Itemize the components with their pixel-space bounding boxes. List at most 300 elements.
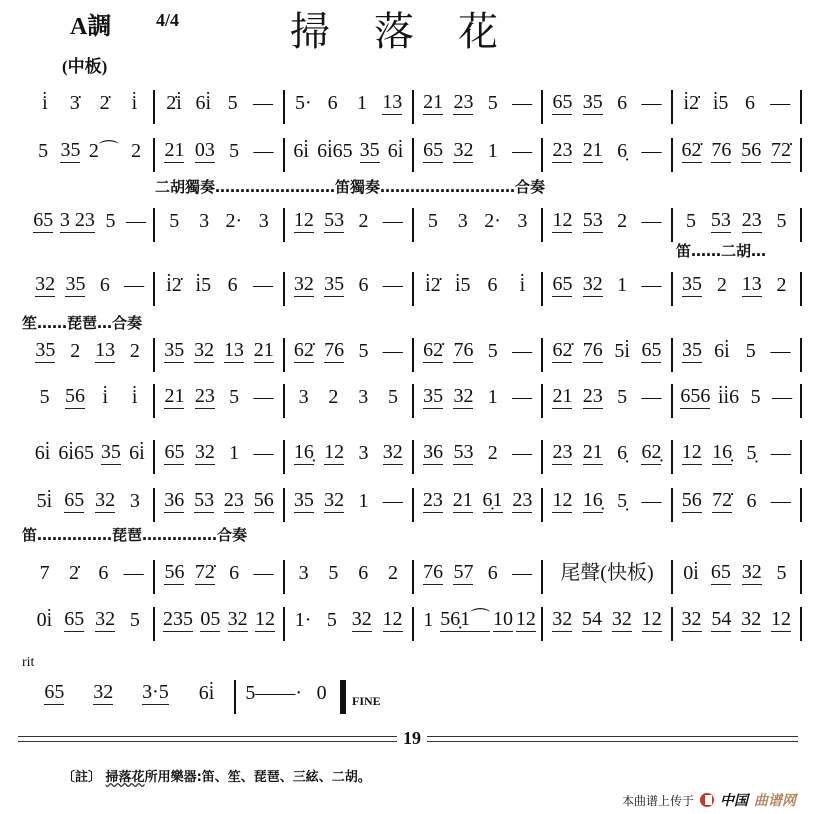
note-beat: 2	[328, 386, 339, 408]
measure	[414, 272, 543, 306]
note-beat: 65	[710, 561, 731, 583]
note-beat: 56	[64, 385, 85, 407]
measure	[285, 440, 414, 474]
measure	[673, 560, 802, 594]
note-beat: 23	[552, 441, 573, 463]
note-beat: 6	[746, 490, 757, 512]
erhu-solo-label: 二胡獨奏……………………	[155, 178, 336, 196]
note-beat: 35	[60, 139, 81, 161]
note-beat: 12	[254, 608, 275, 630]
note-beat: 2	[131, 140, 142, 162]
note-beat: 2̇	[68, 562, 79, 584]
note-beat: 56	[164, 561, 185, 583]
note-beat: 21	[423, 91, 444, 113]
note-beat: 5	[129, 609, 140, 631]
notation-row	[26, 680, 802, 714]
measure	[673, 488, 802, 522]
measure	[673, 138, 802, 172]
note-beat: 62̇	[293, 339, 314, 361]
note-beat: 65	[33, 209, 54, 231]
measure	[155, 488, 284, 522]
note-beat: 21	[164, 385, 185, 407]
note-beat: 6	[487, 562, 498, 584]
note-beat: —	[641, 140, 662, 162]
note-beat: 5	[745, 340, 756, 362]
measure	[673, 338, 802, 372]
note-beat: 3	[358, 442, 369, 464]
measure	[155, 607, 284, 641]
note-beat: 35	[582, 91, 603, 113]
note-beat: 3 23	[59, 209, 95, 231]
note-beat: 5	[105, 210, 116, 232]
note-beat: i̇	[42, 92, 48, 114]
note-beat: —	[252, 274, 273, 296]
note-beat: 65	[641, 339, 662, 361]
note-beat: —	[641, 386, 662, 408]
note-beat: 36	[164, 489, 185, 511]
measure	[543, 338, 672, 372]
note-beat: 62̇	[423, 339, 444, 361]
notation-row	[26, 338, 802, 372]
note-beat: 13	[223, 339, 244, 361]
note-beat: 32	[95, 608, 116, 630]
note-beat: 23	[194, 385, 215, 407]
note-beat: i̇	[519, 274, 526, 296]
note-beat: i̇2̇	[683, 92, 700, 114]
note-beat: 3	[199, 210, 210, 232]
note-beat: i̇	[102, 386, 109, 408]
note-beat: 5	[750, 386, 761, 408]
note-beat: —	[770, 490, 791, 512]
measure	[285, 272, 414, 306]
note-beat: —	[512, 386, 533, 408]
measure	[673, 440, 802, 474]
tempo-marking: (中板)	[62, 57, 108, 76]
note-beat: 56	[741, 139, 762, 161]
footnote-body: 所用樂器:笛、笙、琵琶、三絃、二胡。	[144, 770, 371, 785]
notation-row	[26, 440, 802, 474]
note-beat: 32	[227, 608, 248, 630]
note-beat: 3·5	[142, 681, 169, 703]
note-beat: 72̇	[712, 489, 733, 511]
note-beat: 尾聲(快板)	[560, 562, 654, 584]
note-beat: 35	[65, 273, 86, 295]
note-beat: 23	[582, 385, 603, 407]
note-beat: 54	[582, 608, 603, 630]
note-beat: 5	[229, 386, 240, 408]
note-beat: 2	[70, 340, 81, 362]
instrument-label-row5: 笙……琵琶…合奏	[22, 314, 143, 332]
note-beat: 21	[164, 139, 185, 161]
note-beat: 5	[38, 140, 49, 162]
measure	[673, 90, 802, 124]
note-beat: —	[770, 92, 791, 114]
note-beat: 12	[681, 441, 702, 463]
note-beat: 72̇	[771, 139, 792, 161]
note-beat: 56	[253, 489, 274, 511]
page-number: 19	[397, 728, 427, 749]
note-beat: 72̇	[194, 561, 215, 583]
note-beat: 32	[35, 273, 56, 295]
note-beat: 1	[487, 140, 498, 162]
measure	[285, 138, 414, 172]
measure	[155, 208, 284, 242]
note-beat: 32	[351, 608, 372, 630]
note-beat: 6i̇	[198, 682, 215, 704]
note-beat: 6i̇	[129, 442, 145, 464]
footnote-title: 掃落花	[105, 770, 145, 785]
note-beat: 1	[229, 442, 240, 464]
note-beat: 0	[316, 682, 327, 704]
note-beat: —	[512, 562, 533, 584]
note-beat: 32	[681, 608, 702, 630]
measure	[543, 440, 672, 474]
measure	[414, 208, 543, 242]
note-beat: 32	[611, 608, 632, 630]
measure	[414, 138, 543, 172]
note-beat: 2̇i̇	[166, 92, 182, 114]
note-beat: 12	[324, 441, 345, 463]
note-beat: 35	[324, 273, 345, 295]
fine-marking: FINE	[352, 694, 381, 708]
note-beat: 12	[641, 608, 662, 630]
note-beat: —	[512, 92, 533, 114]
note-beat: 6i̇	[34, 442, 51, 464]
note-beat: 32	[741, 561, 762, 583]
note-beat: —	[123, 562, 144, 584]
note-beat: 5i̇	[614, 340, 630, 362]
note-beat: 12	[771, 608, 792, 630]
note-beat: 6i̇	[714, 340, 730, 362]
note-beat: 3	[129, 490, 140, 512]
note-beat: 23	[453, 91, 474, 113]
note-beat: 12	[382, 608, 403, 630]
note-beat: i̇5	[712, 92, 729, 114]
measure	[26, 384, 155, 418]
note-beat: 1·	[294, 609, 312, 631]
note-beat: 1	[487, 386, 498, 408]
measure	[155, 384, 284, 418]
note-beat: 5	[686, 210, 697, 232]
note-beat: 5	[328, 562, 339, 584]
measure	[673, 272, 802, 306]
note-beat: 53	[194, 489, 215, 511]
note-beat: 56	[681, 489, 702, 511]
note-beat: —	[772, 386, 793, 408]
note-beat: 5	[358, 340, 369, 362]
note-beat: 35	[35, 339, 56, 361]
measure	[285, 488, 414, 522]
instrument-label-row9: 笛……………琵琶……………合奏	[22, 526, 248, 544]
note-beat: 5	[326, 609, 337, 631]
note-beat: 2	[776, 274, 787, 296]
measure	[285, 90, 414, 124]
note-beat: 6	[744, 92, 755, 114]
measure	[26, 560, 155, 594]
measure	[155, 440, 284, 474]
note-beat: 5	[388, 386, 399, 408]
measure	[285, 338, 414, 372]
note-beat: i̇5	[195, 274, 212, 296]
measure	[155, 138, 284, 172]
note-beat: 1	[356, 92, 367, 114]
note-beat: 32	[194, 339, 215, 361]
note-beat: 5	[39, 386, 50, 408]
measure	[414, 607, 543, 641]
measure	[155, 272, 284, 306]
measure	[155, 560, 284, 594]
note-beat: 2	[617, 210, 628, 232]
note-beat: i̇2̇	[166, 274, 182, 296]
instrument-label-row3	[155, 176, 545, 197]
notation-row	[26, 607, 802, 641]
note-beat: 5̣	[746, 442, 757, 464]
note-beat: 1	[617, 274, 628, 296]
note-beat: 16̣	[712, 441, 733, 463]
note-beat: 6̣1	[482, 489, 503, 511]
note-beat: 23	[512, 489, 533, 511]
note-beat: 65	[64, 489, 85, 511]
note-beat: 35	[100, 441, 121, 463]
note-beat: 35	[293, 489, 314, 511]
measure	[414, 384, 543, 418]
ritardando-marking: rit	[22, 655, 35, 670]
tutti-label: 合奏	[515, 178, 546, 196]
note-beat: 21	[452, 489, 473, 511]
note-beat: —	[253, 140, 274, 162]
site-logo-icon	[700, 793, 714, 807]
measure	[414, 440, 543, 474]
note-beat: 53	[453, 441, 474, 463]
note-beat: —	[126, 210, 147, 232]
note-beat: 13	[741, 273, 762, 295]
note-beat: 21	[253, 339, 274, 361]
measure	[26, 272, 155, 306]
note-beat: 65	[552, 91, 573, 113]
notation-row	[26, 138, 802, 172]
footnote-prefix: 〔註〕	[62, 770, 102, 785]
note-beat: 76	[582, 339, 603, 361]
note-beat: 235	[162, 608, 193, 630]
note-beat: 2·	[484, 210, 501, 232]
note-beat: 32	[93, 681, 114, 703]
measure	[414, 488, 543, 522]
note-beat: 3	[517, 210, 528, 232]
measure	[414, 338, 543, 372]
measure	[26, 488, 155, 522]
note-beat: 32	[194, 441, 215, 463]
note-beat: —	[382, 210, 403, 232]
note-beat: 56̣1⌒	[440, 608, 491, 630]
note-beat: 16̣	[582, 489, 603, 511]
note-beat: —	[512, 442, 533, 464]
note-beat: 3	[258, 210, 269, 232]
note-beat: 3	[457, 210, 468, 232]
note-beat: 76	[453, 339, 474, 361]
note-beat: 6	[358, 274, 369, 296]
note-beat: 05	[200, 608, 221, 630]
measure	[543, 488, 672, 522]
note-beat: 23	[552, 139, 573, 161]
note-beat: 12	[552, 489, 573, 511]
measure	[543, 208, 672, 242]
measure	[26, 90, 155, 124]
note-beat: 0i̇	[36, 609, 53, 631]
note-beat: 3	[358, 386, 369, 408]
measure	[414, 560, 543, 594]
note-beat: 5	[487, 92, 498, 114]
measure	[236, 680, 346, 714]
note-beat: 62̣	[641, 441, 662, 463]
note-beat: 5	[487, 340, 498, 362]
notation-row	[26, 90, 802, 124]
note-beat: 5	[776, 562, 787, 584]
measure	[26, 607, 155, 641]
site-logo-text-b: 曲谱网	[754, 793, 797, 809]
note-beat: 6	[99, 274, 110, 296]
note-beat: 2·	[225, 210, 243, 232]
di-solo-label: 笛獨奏………………………	[335, 178, 516, 196]
note-beat: 57	[453, 561, 474, 583]
note-beat: 6i̇65	[317, 140, 353, 162]
note-beat: 21	[582, 441, 603, 463]
note-beat: i̇5	[454, 274, 471, 296]
note-beat: i̇	[131, 92, 138, 114]
measure	[26, 440, 155, 474]
note-beat: 32	[453, 385, 474, 407]
note-beat: —	[252, 92, 273, 114]
note-beat: 3̇	[69, 92, 80, 114]
notation-row	[26, 560, 802, 594]
measure	[26, 138, 155, 172]
measure	[285, 384, 414, 418]
note-beat: i̇	[131, 386, 138, 408]
key-signature: A調	[70, 14, 112, 40]
note-beat: 5	[776, 210, 787, 232]
note-beat: 13	[382, 91, 403, 113]
note-beat: 6	[227, 274, 238, 296]
note-beat: 21	[582, 139, 603, 161]
notation-row	[26, 272, 802, 306]
note-beat: 2⌒	[88, 140, 119, 162]
note-beat: 23	[422, 489, 443, 511]
note-beat: 35	[682, 339, 703, 361]
measure	[26, 680, 236, 714]
note-beat: 65	[64, 608, 85, 630]
note-beat: —	[253, 562, 274, 584]
note-beat: 6	[358, 562, 369, 584]
note-beat: 12	[552, 209, 573, 231]
note-beat: 5	[229, 140, 240, 162]
note-beat: 65	[44, 681, 65, 703]
note-beat: 32	[582, 273, 603, 295]
site-logo-text-a: 中国	[720, 793, 749, 809]
note-beat: 2̇	[99, 92, 110, 114]
notation-row	[26, 208, 802, 242]
note-beat: 65	[164, 441, 185, 463]
footnote	[62, 766, 371, 785]
note-beat: 32	[741, 608, 762, 630]
note-beat: —	[641, 490, 662, 512]
measure	[155, 90, 284, 124]
note-beat: 6̣	[617, 442, 628, 464]
note-beat: 3	[298, 386, 309, 408]
note-beat: 5	[617, 386, 628, 408]
note-beat: 2	[716, 274, 727, 296]
note-beat: —	[253, 442, 274, 464]
note-beat: 32	[382, 441, 403, 463]
note-beat: 76	[711, 139, 732, 161]
measure	[26, 338, 155, 372]
notation-row	[26, 488, 802, 522]
note-beat: 6	[229, 562, 240, 584]
note-beat: 32	[324, 489, 345, 511]
measure	[543, 560, 672, 594]
time-signature: 4/4	[156, 10, 180, 30]
score-title: 掃落花	[290, 9, 542, 55]
note-beat: 65	[552, 273, 573, 295]
note-beat: —	[382, 340, 403, 362]
note-beat: —	[641, 274, 662, 296]
note-beat: 53	[324, 209, 345, 231]
note-beat: 5i̇	[36, 490, 53, 512]
note-beat: 65	[423, 139, 444, 161]
note-beat: —	[641, 210, 662, 232]
note-beat: 6̣	[617, 140, 628, 162]
measure	[285, 560, 414, 594]
note-beat: 16̣	[293, 441, 314, 463]
measure	[543, 138, 672, 172]
note-beat: 2	[388, 562, 399, 584]
note-beat: —	[770, 340, 791, 362]
note-beat: —	[512, 340, 533, 362]
measure	[285, 607, 414, 641]
measure	[673, 607, 802, 641]
note-beat: i̇i̇6	[717, 386, 740, 408]
note-beat: 35	[682, 273, 703, 295]
note-beat: 32	[453, 139, 474, 161]
note-beat: 35	[423, 385, 444, 407]
note-beat: 656	[680, 385, 711, 407]
credit-text: 本曲谱上传于	[622, 793, 695, 808]
measure	[673, 384, 802, 418]
measure	[285, 208, 414, 242]
measure	[543, 607, 672, 641]
note-beat: 54	[711, 608, 732, 630]
note-beat: 35	[359, 139, 380, 161]
note-beat: 0i̇	[683, 562, 699, 584]
note-beat: —	[641, 92, 662, 114]
note-beat: 76	[423, 561, 444, 583]
note-beat: 53	[710, 209, 731, 231]
note-beat: 03	[194, 139, 215, 161]
note-beat: 53	[582, 209, 603, 231]
measure	[543, 384, 672, 418]
note-beat: 5̣	[617, 490, 628, 512]
measure	[155, 338, 284, 372]
instrument-label-row4: 笛……二胡…	[676, 242, 767, 260]
site-credit[interactable]	[622, 790, 796, 810]
note-beat: —	[512, 140, 533, 162]
note-beat: 6i̇	[195, 92, 212, 114]
note-beat: 6i̇65	[58, 442, 94, 464]
note-beat: 2	[358, 210, 369, 232]
note-beat: 3	[298, 562, 309, 584]
note-beat: 62̇	[681, 139, 702, 161]
note-beat: 62̇	[552, 339, 573, 361]
note-beat: —	[253, 386, 274, 408]
note-beat: 6	[487, 274, 498, 296]
